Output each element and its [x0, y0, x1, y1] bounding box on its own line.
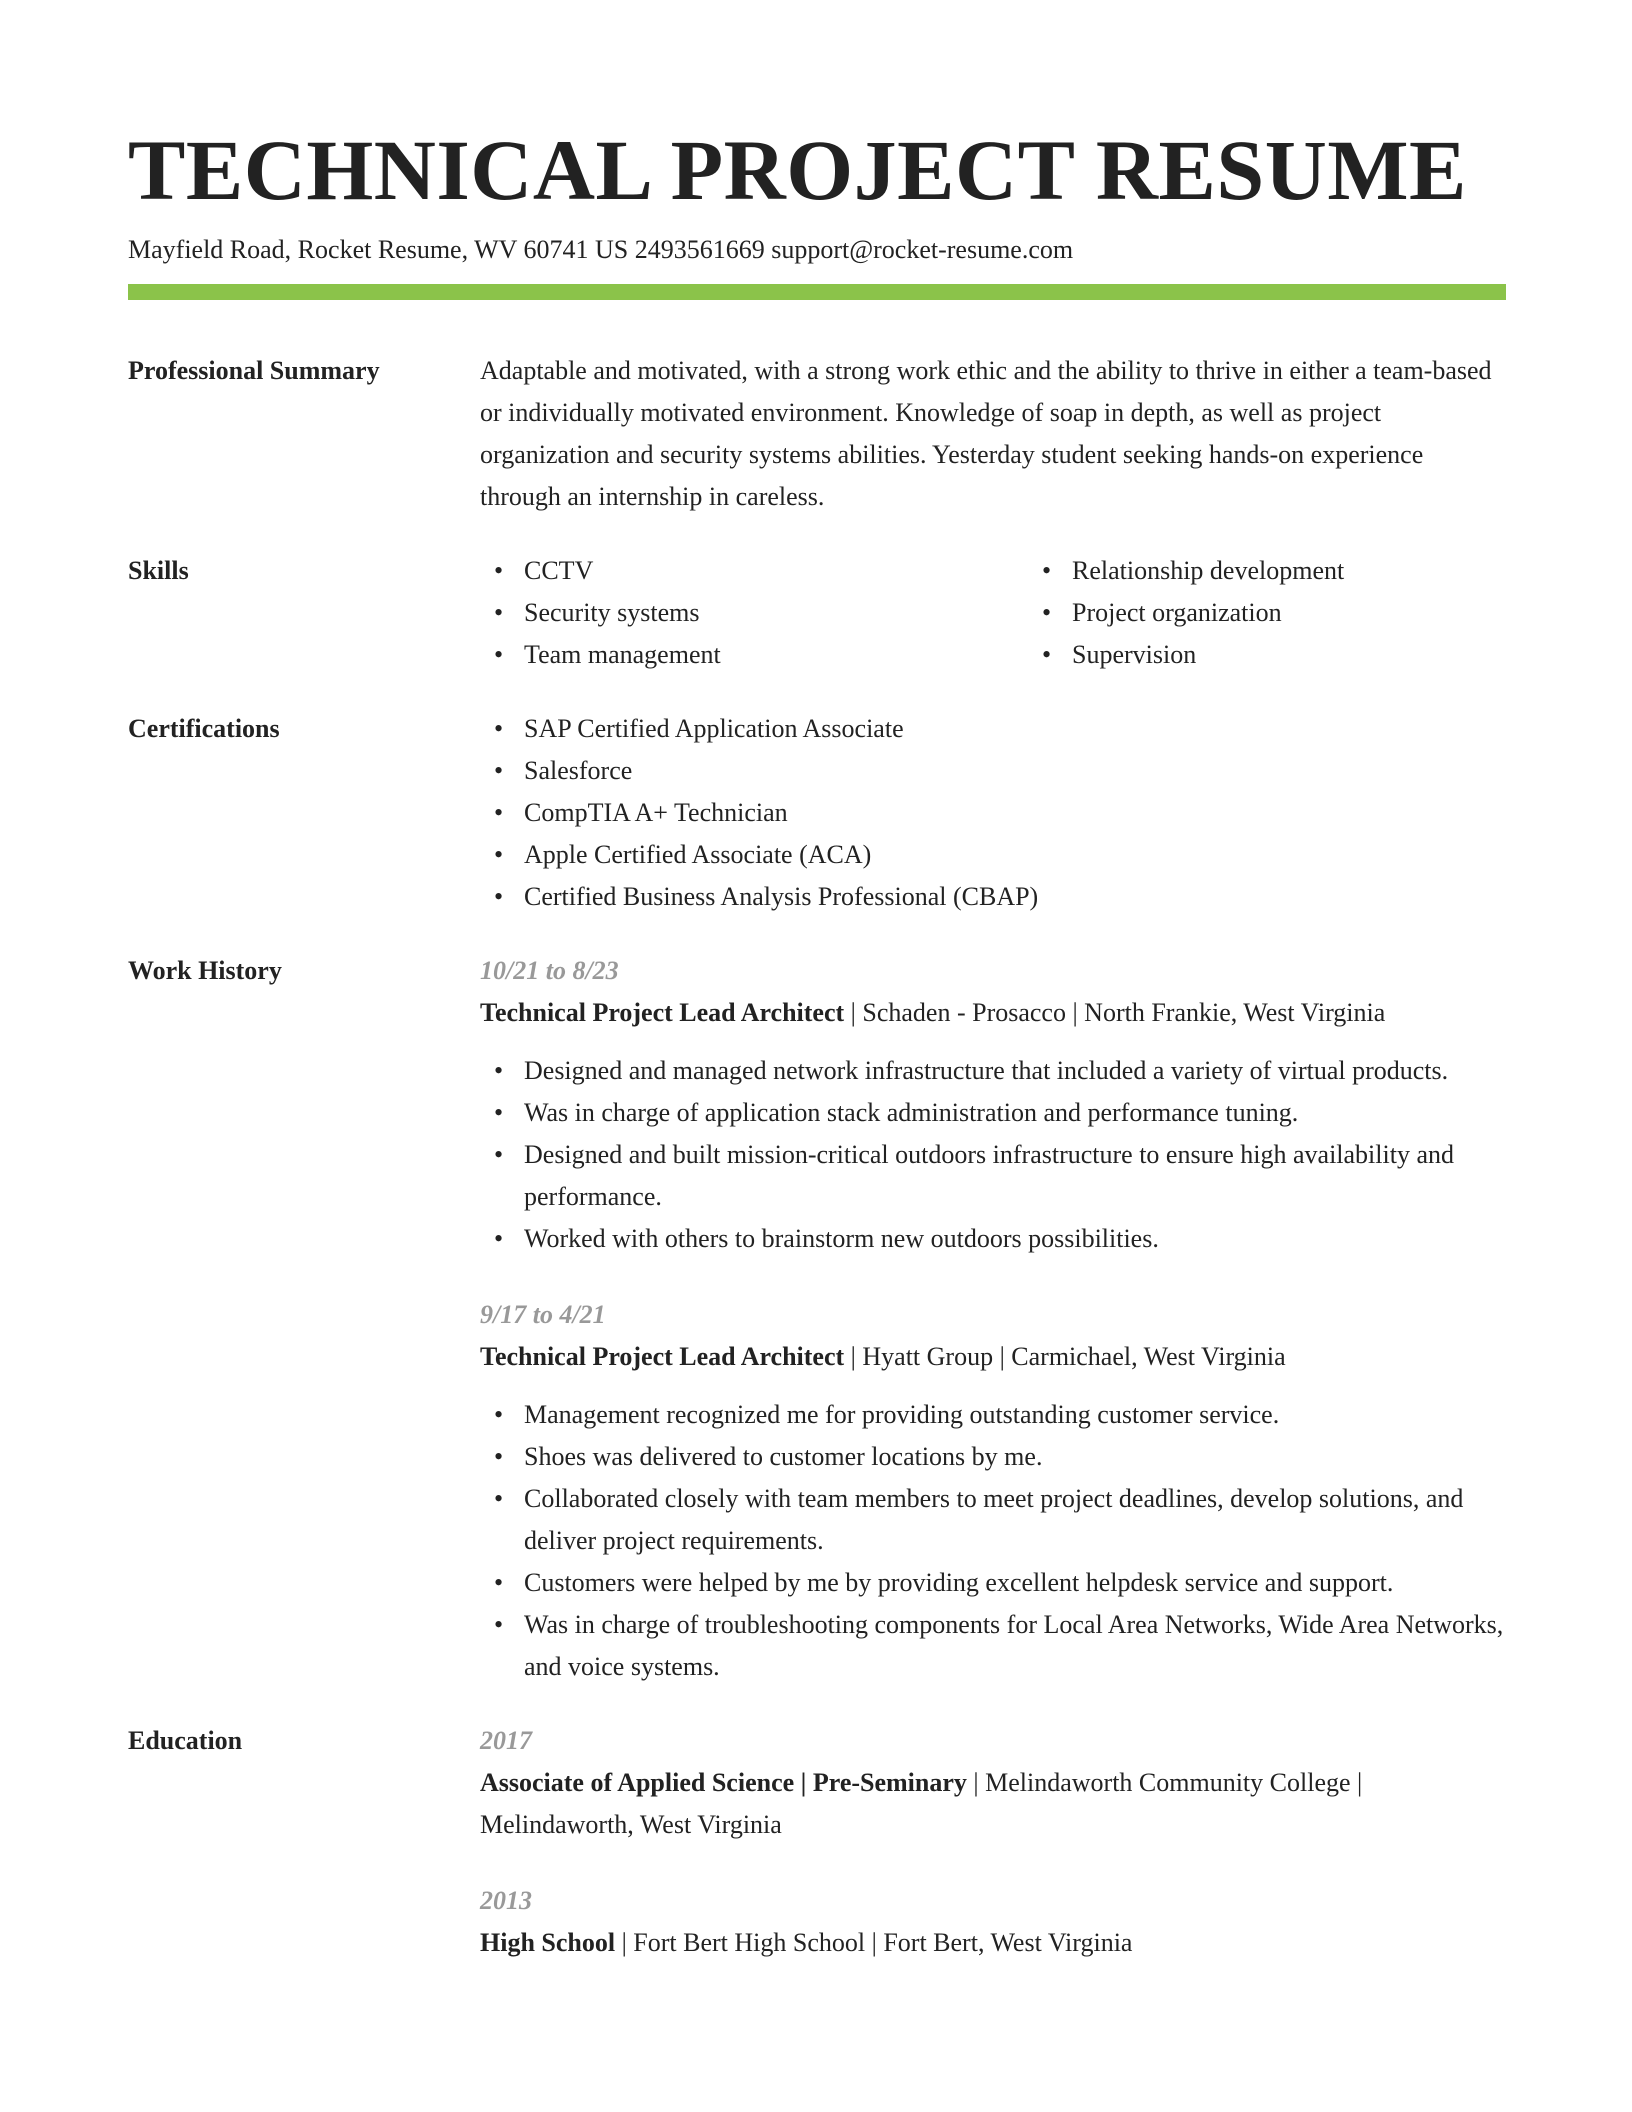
skill-label: Team management — [524, 640, 721, 669]
contact-line: Mayfield Road, Rocket Resume, WV 60741 US 2493561669 support@rocket-resume.com — [128, 235, 1074, 264]
degree-title: High School — [480, 1928, 616, 1957]
job-bullet-text: Management recognized me for providing outstanding customer service. — [524, 1400, 1280, 1429]
skills-list-right — [1028, 550, 1576, 676]
job-entry — [480, 1294, 1506, 1688]
job-bullet-text: Worked with others to brainstorm new outdoors possibilities. — [524, 1224, 1159, 1253]
education-entry — [480, 1720, 1506, 1846]
list-item: • CompTIA A+ Technician — [494, 798, 788, 827]
education-heading: Education — [128, 1726, 243, 1755]
certification-label: Salesforce — [524, 756, 633, 785]
list-item: • Was in charge of application stack administration and performance tuning. — [494, 1098, 1299, 1127]
job-header — [480, 992, 1506, 1034]
list-item: • Worked with others to brainstorm new outdoors possibilities. — [494, 1224, 1159, 1253]
list-item: • Management recognized me for providing outstanding customer service. — [494, 1400, 1280, 1429]
job-bullets — [480, 1050, 1506, 1260]
certification-label: Apple Certified Associate (ACA) — [524, 840, 872, 869]
education-header — [480, 1762, 1506, 1846]
certifications-list — [480, 708, 1506, 918]
accent-divider — [128, 284, 1506, 300]
list-item: • Security systems — [494, 598, 700, 627]
job-bullet-text: Designed and managed network infrastructure that included a variety of virtual products. — [524, 1056, 1449, 1085]
job-dates: 10/21 to 8/23 — [480, 956, 619, 985]
skill-label: Security systems — [524, 598, 700, 627]
education-header — [480, 1922, 1506, 1964]
skill-label: Project organization — [1072, 598, 1282, 627]
certification-label: SAP Certified Application Associate — [524, 714, 904, 743]
education-year: 2017 — [480, 1726, 532, 1755]
list-item: • Project organization — [1042, 598, 1282, 627]
job-title: Technical Project Lead Architect — [480, 1342, 845, 1371]
job-details: | Schaden - Prosacco | North Frankie, West Virginia — [844, 998, 1386, 1027]
skills-section — [128, 550, 1506, 676]
job-bullet-text: Customers were helped by me by providing excellent helpdesk service and support. — [524, 1568, 1394, 1597]
job-bullets — [480, 1394, 1506, 1688]
summary-text: Adaptable and motivated, with a strong work ethic and the ability to thrive in either a team-based or individually motivated environment. Knowledge of soap in depth, as well as project organization and security systems abilities. Yesterday student seeking hands-on experience through an internship in careless. — [480, 356, 1492, 511]
summary-section — [128, 350, 1506, 518]
job-bullet-text: Collaborated closely with team members to meet project deadlines, develop solutions, and deliver project requirements. — [524, 1484, 1464, 1555]
job-entry — [480, 950, 1506, 1260]
certification-label: CompTIA A+ Technician — [524, 798, 788, 827]
skills-heading: Skills — [128, 556, 189, 585]
skill-label: Supervision — [1072, 640, 1197, 669]
education-details: | Melindaworth Community College | Melindaworth, West Virginia — [480, 1768, 1363, 1839]
education-year: 2013 — [480, 1886, 532, 1915]
resume-title: TECHNICAL PROJECT RESUME — [128, 122, 1467, 218]
degree-title: Associate of Applied Science | Pre-Seminary — [480, 1768, 967, 1797]
job-bullet-text: Designed and built mission-critical outdoors infrastructure to ensure high availability and performance. — [524, 1140, 1454, 1211]
education-details: | Fort Bert High School | Fort Bert, West Virginia — [615, 1928, 1133, 1957]
job-bullet-text: Shoes was delivered to customer locations by me. — [524, 1442, 1043, 1471]
list-item: • Designed and built mission-critical outdoors infrastructure to ensure high availability and performance. — [494, 1140, 1454, 1211]
job-details: | Hyatt Group | Carmichael, West Virginia — [844, 1342, 1286, 1371]
resume-page — [128, 120, 1506, 1964]
job-bullet-text: Was in charge of troubleshooting components for Local Area Networks, Wide Area Networks, and voice systems. — [524, 1610, 1504, 1681]
list-item: • Relationship development — [1042, 556, 1345, 585]
list-item: • Salesforce — [494, 756, 633, 785]
list-item: • Customers were helped by me by providing excellent helpdesk service and support. — [494, 1568, 1394, 1597]
list-item: • Apple Certified Associate (ACA) — [494, 840, 872, 869]
list-item: • Shoes was delivered to customer locations by me. — [494, 1442, 1043, 1471]
skills-list-left — [480, 550, 1028, 676]
list-item: • Collaborated closely with team members to meet project deadlines, develop solutions, and deliver project requirements. — [494, 1484, 1464, 1555]
job-bullet-text: Was in charge of application stack administration and performance tuning. — [524, 1098, 1299, 1127]
education-entry — [480, 1880, 1506, 1964]
skill-label: Relationship development — [1072, 556, 1345, 585]
work-history-section — [128, 950, 1506, 1688]
certification-label: Certified Business Analysis Professional (CBAP) — [524, 882, 1039, 911]
list-item: • Was in charge of troubleshooting components for Local Area Networks, Wide Area Networks, and voice systems. — [494, 1610, 1504, 1681]
summary-heading: Professional Summary — [128, 356, 380, 385]
list-item: • Certified Business Analysis Professional (CBAP) — [494, 882, 1039, 911]
work-history-heading: Work History — [128, 956, 282, 985]
list-item: • Supervision — [1042, 640, 1197, 669]
job-header — [480, 1336, 1506, 1378]
list-item: • SAP Certified Application Associate — [494, 714, 904, 743]
certifications-heading: Certifications — [128, 714, 280, 743]
list-item: • Designed and managed network infrastructure that included a variety of virtual products. — [494, 1056, 1449, 1085]
job-title: Technical Project Lead Architect — [480, 998, 845, 1027]
list-item: • CCTV — [494, 556, 594, 585]
skill-label: CCTV — [524, 556, 594, 585]
list-item: • Team management — [494, 640, 721, 669]
education-section — [128, 1720, 1506, 1964]
certifications-section — [128, 708, 1506, 918]
job-dates: 9/17 to 4/21 — [480, 1300, 606, 1329]
